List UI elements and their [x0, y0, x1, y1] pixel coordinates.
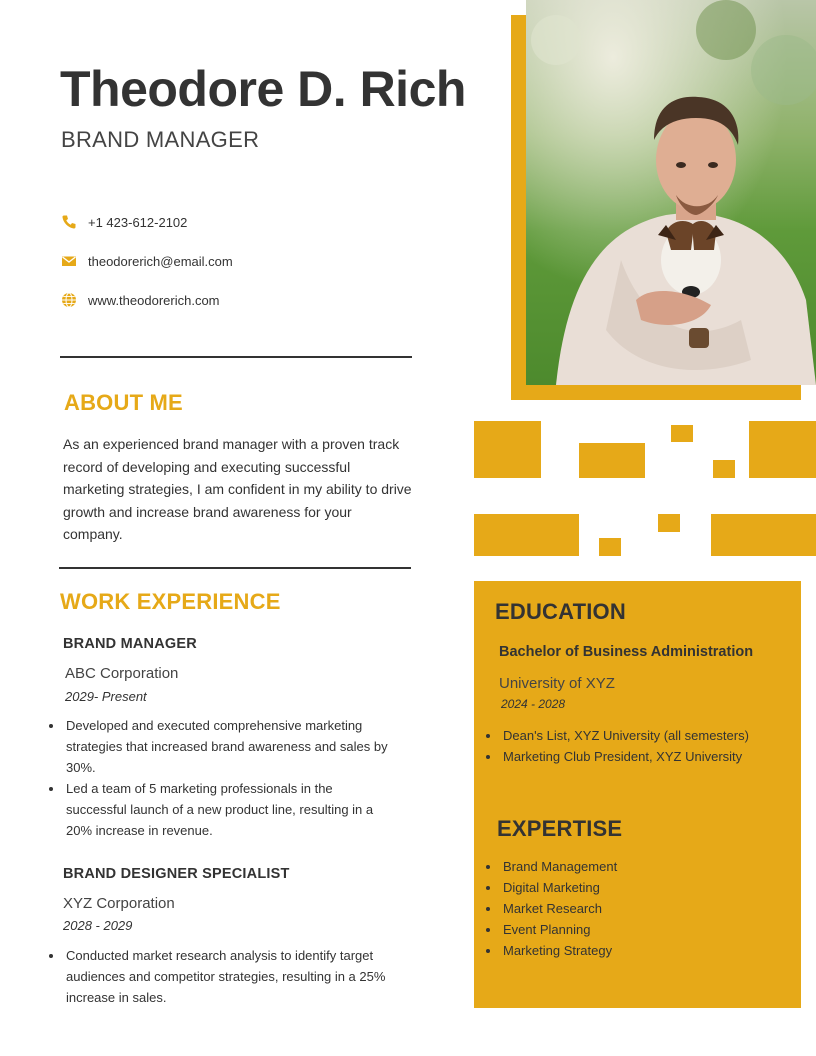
expertise-item: • Marketing Strategy [501, 940, 781, 961]
decorative-block [711, 514, 816, 556]
email-icon [61, 253, 77, 269]
job-bullet: • Led a team of 5 marketing professionals in the successful launch of a new product line, resulting in a 20% increase in revenue. [64, 778, 394, 841]
contact-website-row [61, 290, 220, 310]
phone-icon [61, 214, 77, 230]
education-school: University of XYZ [499, 675, 615, 692]
education-dates: 2024 - 2028 [501, 697, 566, 711]
decorative-block [579, 443, 645, 478]
job-title: BRAND MANAGER [63, 636, 197, 652]
contact-email-row [61, 251, 233, 271]
education-heading: EDUCATION [495, 599, 626, 624]
resume-name: Theodore D. Rich [60, 61, 466, 117]
education-degree: Bachelor of Business Administration [499, 644, 754, 660]
profile-photo [526, 0, 816, 385]
contact-phone-text: +1 423-612-2102 [88, 214, 188, 230]
education-bullet: • Marketing Club President, XYZ University [501, 746, 801, 767]
expertise-item: • Market Research [501, 898, 781, 919]
about-heading: ABOUT ME [64, 390, 183, 415]
globe-icon [61, 292, 77, 308]
education-bullet: • Dean's List, XYZ University (all semesters) [501, 725, 801, 746]
decorative-block [749, 421, 816, 478]
job-bullets [46, 715, 394, 841]
expertise-item: • Brand Management [501, 856, 781, 877]
expertise-item: • Event Planning [501, 919, 781, 940]
decorative-block [658, 514, 680, 532]
job-bullets [46, 945, 404, 1008]
decorative-block [671, 425, 693, 442]
decorative-block [474, 421, 541, 478]
job-bullet: • Conducted market research analysis to identify target audiences and competitor strategies, resulting in a 25% increase in sales. [64, 945, 404, 1008]
section-divider [59, 567, 411, 569]
job-bullet: • Developed and executed comprehensive marketing strategies that increased brand awareness and sales by 30%. [64, 715, 394, 778]
job-title: BRAND DESIGNER SPECIALIST [63, 866, 290, 882]
work-heading: WORK EXPERIENCE [60, 589, 281, 614]
section-divider [60, 356, 412, 358]
decorative-block [713, 460, 735, 478]
education-bullets [483, 725, 801, 767]
job-dates: 2029- Present [65, 689, 147, 704]
job-company: XYZ Corporation [63, 895, 175, 912]
contact-website-text[interactable]: www.theodorerich.com [88, 292, 220, 308]
contact-email-text[interactable]: theodorerich@email.com [88, 253, 233, 269]
about-text: As an experienced brand manager with a proven track record of developing and executing successful marketing strategies, I am confident in my ability to drive growth and increase brand awareness for your company. [63, 436, 412, 543]
education-expertise-panel [474, 581, 801, 1008]
expertise-item: • Digital Marketing [501, 877, 781, 898]
decorative-block [599, 538, 621, 556]
decorative-block [474, 514, 579, 556]
expertise-list [483, 856, 781, 961]
job-dates: 2028 - 2029 [63, 918, 133, 933]
contact-phone-row [61, 212, 187, 232]
job-company: ABC Corporation [65, 665, 179, 682]
resume-role: BRAND MANAGER [61, 127, 260, 152]
expertise-heading: EXPERTISE [497, 816, 623, 841]
